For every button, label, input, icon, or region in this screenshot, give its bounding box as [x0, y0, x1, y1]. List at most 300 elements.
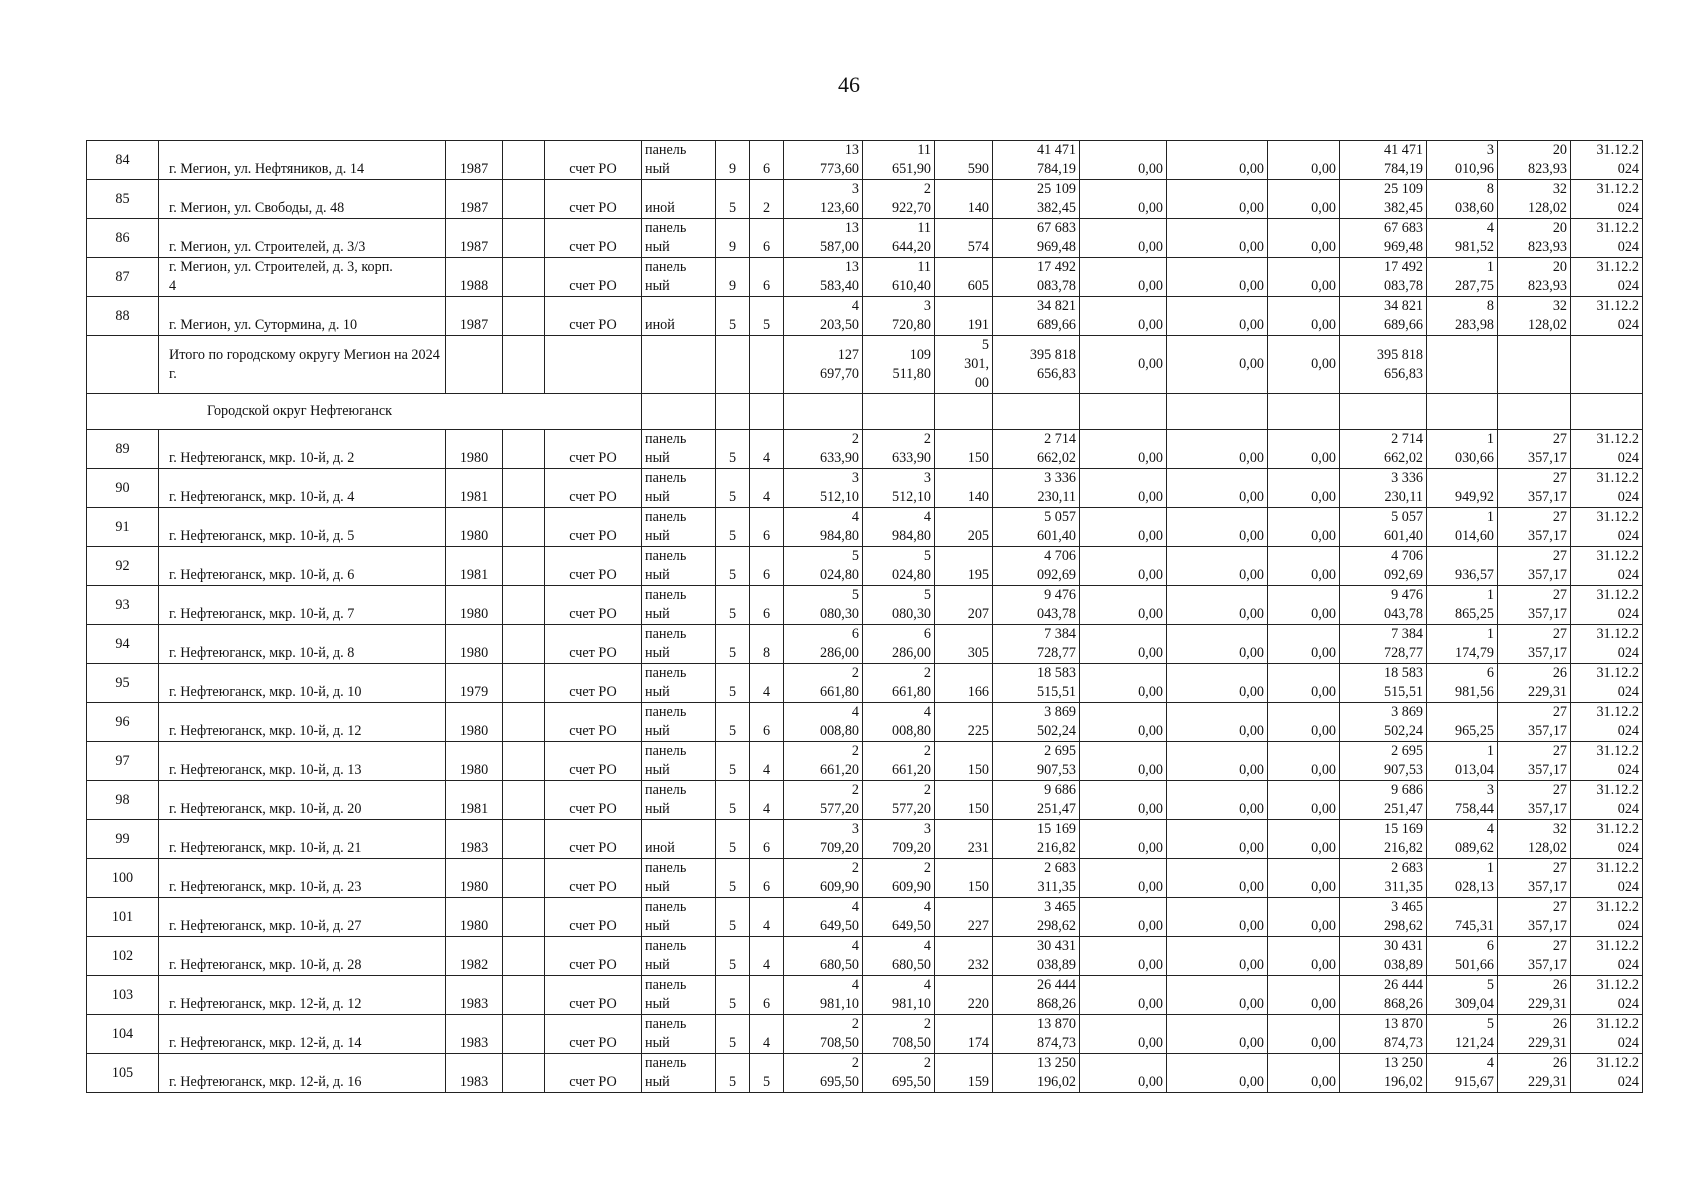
row-number-cell: 91: [87, 508, 159, 547]
living-area-cell: 4 984,80: [863, 508, 935, 547]
row-number-cell: 94: [87, 625, 159, 664]
limit-cost-cell: 27 357,17: [1498, 586, 1571, 625]
empty-cell: [503, 219, 545, 258]
floors-cell: 5: [716, 781, 750, 820]
fund-source-3-cell: 0,00: [1268, 1015, 1340, 1054]
total-cost-cell: 5 057 601,40: [993, 508, 1080, 547]
limit-cost-cell: 27 357,17: [1498, 508, 1571, 547]
total-area-cell: 13 583,40: [784, 258, 863, 297]
limit-cost-cell: 26 229,31: [1498, 664, 1571, 703]
total-area-cell: 2 661,20: [784, 742, 863, 781]
fund-source-2-cell: 0,00: [1167, 625, 1268, 664]
year-cell: 1980: [446, 508, 503, 547]
residents-cell: 227: [935, 898, 993, 937]
wall-material-cell: иной: [642, 820, 716, 859]
fund-source-1-cell: 0,00: [1080, 664, 1167, 703]
row-number-cell: 92: [87, 547, 159, 586]
empty-cell: [503, 1015, 545, 1054]
wall-material-cell: панель ный: [642, 859, 716, 898]
empty-cell: [750, 394, 784, 430]
total-area-cell: 127 697,70: [784, 336, 863, 394]
address-cell: Итого по городскому округу Мегион на 2024 г.: [159, 336, 446, 394]
residents-cell: 232: [935, 937, 993, 976]
wall-material-cell: панель ный: [642, 1015, 716, 1054]
planned-date-cell: 31.12.2 024: [1571, 586, 1643, 625]
year-cell: 1987: [446, 180, 503, 219]
entrances-cell: 8: [750, 625, 784, 664]
owners-funds-cell: 13 250 196,02: [1340, 1054, 1427, 1093]
floors-cell: 5: [716, 297, 750, 336]
year-cell: 1981: [446, 547, 503, 586]
fund-source-3-cell: 0,00: [1268, 430, 1340, 469]
unit-cost-cell: [1427, 336, 1498, 394]
table-row: [87, 180, 1643, 219]
fund-source-3-cell: 0,00: [1268, 180, 1340, 219]
owners-funds-cell: 9 476 043,78: [1340, 586, 1427, 625]
fund-method-cell: счет РО: [545, 469, 642, 508]
total-cost-cell: 26 444 868,26: [993, 976, 1080, 1015]
fund-source-1-cell: 0,00: [1080, 859, 1167, 898]
planned-date-cell: 31.12.2 024: [1571, 1015, 1643, 1054]
year-cell: 1980: [446, 586, 503, 625]
fund-method-cell: счет РО: [545, 141, 642, 180]
empty-cell: [1080, 394, 1167, 430]
total-cost-cell: 25 109 382,45: [993, 180, 1080, 219]
unit-cost-cell: 1 865,25: [1427, 586, 1498, 625]
address-cell: г. Нефтеюганск, мкр. 10-й, д. 12: [159, 703, 446, 742]
fund-source-2-cell: 0,00: [1167, 180, 1268, 219]
empty-cell: [863, 394, 935, 430]
unit-cost-cell: 745,31: [1427, 898, 1498, 937]
living-area-cell: 4 649,50: [863, 898, 935, 937]
table-row: [87, 937, 1643, 976]
empty-cell: [1498, 394, 1571, 430]
year-cell: 1981: [446, 781, 503, 820]
year-cell: 1987: [446, 141, 503, 180]
unit-cost-cell: 1 030,66: [1427, 430, 1498, 469]
living-area-cell: 2 577,20: [863, 781, 935, 820]
residents-cell: 605: [935, 258, 993, 297]
row-number-cell: 96: [87, 703, 159, 742]
address-cell: г. Мегион, ул. Строителей, д. 3, корп. 4: [159, 258, 446, 297]
living-area-cell: 4 008,80: [863, 703, 935, 742]
fund-method-cell: счет РО: [545, 586, 642, 625]
empty-cell: [503, 297, 545, 336]
unit-cost-cell: 6 501,66: [1427, 937, 1498, 976]
row-number-cell: 103: [87, 976, 159, 1015]
total-cost-cell: 13 870 874,73: [993, 1015, 1080, 1054]
entrances-cell: 4: [750, 664, 784, 703]
row-number-cell: 84: [87, 141, 159, 180]
owners-funds-cell: 9 686 251,47: [1340, 781, 1427, 820]
residents-cell: 590: [935, 141, 993, 180]
entrances-cell: [750, 336, 784, 394]
empty-cell: [503, 742, 545, 781]
limit-cost-cell: 20 823,93: [1498, 141, 1571, 180]
planned-date-cell: 31.12.2 024: [1571, 859, 1643, 898]
planned-date-cell: 31.12.2 024: [1571, 703, 1643, 742]
residents-cell: 231: [935, 820, 993, 859]
unit-cost-cell: 1 028,13: [1427, 859, 1498, 898]
total-cost-cell: 9 686 251,47: [993, 781, 1080, 820]
planned-date-cell: 31.12.2 024: [1571, 430, 1643, 469]
entrances-cell: 6: [750, 508, 784, 547]
limit-cost-cell: 27 357,17: [1498, 781, 1571, 820]
entrances-cell: 4: [750, 469, 784, 508]
floors-cell: 5: [716, 469, 750, 508]
fund-source-2-cell: 0,00: [1167, 781, 1268, 820]
fund-source-1-cell: 0,00: [1080, 141, 1167, 180]
limit-cost-cell: 27 357,17: [1498, 430, 1571, 469]
limit-cost-cell: 32 128,02: [1498, 297, 1571, 336]
fund-method-cell: счет РО: [545, 742, 642, 781]
total-area-cell: 4 680,50: [784, 937, 863, 976]
table-row: [87, 586, 1643, 625]
fund-source-3-cell: 0,00: [1268, 820, 1340, 859]
entrances-cell: 6: [750, 976, 784, 1015]
residents-cell: 174: [935, 1015, 993, 1054]
planned-date-cell: 31.12.2 024: [1571, 976, 1643, 1015]
empty-cell: [503, 508, 545, 547]
planned-date-cell: 31.12.2 024: [1571, 937, 1643, 976]
address-cell: г. Мегион, ул. Сутормина, д. 10: [159, 297, 446, 336]
entrances-cell: 4: [750, 430, 784, 469]
row-number-cell: 102: [87, 937, 159, 976]
limit-cost-cell: 20 823,93: [1498, 219, 1571, 258]
table-row: [87, 547, 1643, 586]
residents-cell: 166: [935, 664, 993, 703]
year-cell: 1979: [446, 664, 503, 703]
empty-cell: [1340, 394, 1427, 430]
residents-cell: 140: [935, 469, 993, 508]
owners-funds-cell: 3 869 502,24: [1340, 703, 1427, 742]
total-area-cell: 3 123,60: [784, 180, 863, 219]
table-row: [87, 297, 1643, 336]
fund-source-2-cell: 0,00: [1167, 508, 1268, 547]
total-cost-cell: 41 471 784,19: [993, 141, 1080, 180]
wall-material-cell: панель ный: [642, 664, 716, 703]
total-cost-cell: 34 821 689,66: [993, 297, 1080, 336]
planned-date-cell: 31.12.2 024: [1571, 1054, 1643, 1093]
unit-cost-cell: 965,25: [1427, 703, 1498, 742]
living-area-cell: 2 695,50: [863, 1054, 935, 1093]
unit-cost-cell: 5 309,04: [1427, 976, 1498, 1015]
fund-method-cell: счет РО: [545, 898, 642, 937]
residents-cell: 220: [935, 976, 993, 1015]
wall-material-cell: панель ный: [642, 219, 716, 258]
limit-cost-cell: 27 357,17: [1498, 742, 1571, 781]
fund-source-3-cell: 0,00: [1268, 976, 1340, 1015]
entrances-cell: 6: [750, 859, 784, 898]
fund-source-3-cell: 0,00: [1268, 937, 1340, 976]
fund-method-cell: счет РО: [545, 664, 642, 703]
address-cell: г. Нефтеюганск, мкр. 12-й, д. 14: [159, 1015, 446, 1054]
total-area-cell: 4 649,50: [784, 898, 863, 937]
floors-cell: 5: [716, 937, 750, 976]
address-cell: г. Мегион, ул. Свободы, д. 48: [159, 180, 446, 219]
fund-source-1-cell: 0,00: [1080, 937, 1167, 976]
fund-source-2-cell: 0,00: [1167, 1015, 1268, 1054]
limit-cost-cell: 26 229,31: [1498, 1054, 1571, 1093]
entrances-cell: 2: [750, 180, 784, 219]
owners-funds-cell: 41 471 784,19: [1340, 141, 1427, 180]
row-number-cell: [87, 336, 159, 394]
limit-cost-cell: 27 357,17: [1498, 703, 1571, 742]
empty-cell: [503, 820, 545, 859]
fund-source-2-cell: 0,00: [1167, 664, 1268, 703]
living-area-cell: 4 680,50: [863, 937, 935, 976]
total-area-cell: 2 695,50: [784, 1054, 863, 1093]
owners-funds-cell: 13 870 874,73: [1340, 1015, 1427, 1054]
fund-source-1-cell: 0,00: [1080, 781, 1167, 820]
fund-source-3-cell: 0,00: [1268, 664, 1340, 703]
living-area-cell: 11 651,90: [863, 141, 935, 180]
residents-cell: 140: [935, 180, 993, 219]
table-row: [87, 859, 1643, 898]
fund-source-1-cell: 0,00: [1080, 469, 1167, 508]
wall-material-cell: панель ный: [642, 141, 716, 180]
fund-source-2-cell: 0,00: [1167, 586, 1268, 625]
limit-cost-cell: 27 357,17: [1498, 898, 1571, 937]
wall-material-cell: панель ный: [642, 586, 716, 625]
row-number-cell: 100: [87, 859, 159, 898]
empty-cell: [503, 469, 545, 508]
page-number: 46: [838, 72, 860, 97]
floors-cell: [716, 336, 750, 394]
empty-cell: [503, 937, 545, 976]
total-cost-cell: 15 169 216,82: [993, 820, 1080, 859]
empty-cell: [1427, 394, 1498, 430]
fund-source-2-cell: 0,00: [1167, 430, 1268, 469]
table-row: [87, 625, 1643, 664]
owners-funds-cell: 30 431 038,89: [1340, 937, 1427, 976]
subtotal-row: [87, 336, 1643, 394]
living-area-cell: 2 661,80: [863, 664, 935, 703]
fund-method-cell: счет РО: [545, 430, 642, 469]
living-area-cell: 5 024,80: [863, 547, 935, 586]
planned-date-cell: 31.12.2 024: [1571, 219, 1643, 258]
floors-cell: 5: [716, 180, 750, 219]
year-cell: 1980: [446, 703, 503, 742]
planned-date-cell: 31.12.2 024: [1571, 742, 1643, 781]
fund-method-cell: счет РО: [545, 258, 642, 297]
fund-source-2-cell: 0,00: [1167, 469, 1268, 508]
section-title: Городской округ Нефтеюганск: [87, 394, 642, 430]
fund-method-cell: счет РО: [545, 937, 642, 976]
entrances-cell: 6: [750, 258, 784, 297]
year-cell: [446, 336, 503, 394]
fund-source-1-cell: 0,00: [1080, 180, 1167, 219]
residents-cell: 225: [935, 703, 993, 742]
fund-source-1-cell: 0,00: [1080, 1015, 1167, 1054]
fund-source-1-cell: 0,00: [1080, 820, 1167, 859]
floors-cell: 9: [716, 258, 750, 297]
owners-funds-cell: 18 583 515,51: [1340, 664, 1427, 703]
fund-source-1-cell: 0,00: [1080, 547, 1167, 586]
total-cost-cell: 395 818 656,83: [993, 336, 1080, 394]
row-number-cell: 87: [87, 258, 159, 297]
limit-cost-cell: 27 357,17: [1498, 625, 1571, 664]
limit-cost-cell: 27 357,17: [1498, 859, 1571, 898]
total-area-cell: 2 661,80: [784, 664, 863, 703]
fund-source-2-cell: 0,00: [1167, 820, 1268, 859]
owners-funds-cell: 395 818 656,83: [1340, 336, 1427, 394]
living-area-cell: 11 644,20: [863, 219, 935, 258]
planned-date-cell: 31.12.2 024: [1571, 781, 1643, 820]
planned-date-cell: 31.12.2 024: [1571, 469, 1643, 508]
entrances-cell: 4: [750, 742, 784, 781]
wall-material-cell: панель ный: [642, 430, 716, 469]
fund-method-cell: счет РО: [545, 625, 642, 664]
planned-date-cell: 31.12.2 024: [1571, 297, 1643, 336]
unit-cost-cell: 4 915,67: [1427, 1054, 1498, 1093]
unit-cost-cell: 8 038,60: [1427, 180, 1498, 219]
living-area-cell: 2 661,20: [863, 742, 935, 781]
living-area-cell: 2 633,90: [863, 430, 935, 469]
total-area-cell: 2 633,90: [784, 430, 863, 469]
entrances-cell: 6: [750, 820, 784, 859]
residents-cell: 207: [935, 586, 993, 625]
address-cell: г. Нефтеюганск, мкр. 10-й, д. 5: [159, 508, 446, 547]
table-row: [87, 508, 1643, 547]
address-cell: г. Нефтеюганск, мкр. 10-й, д. 27: [159, 898, 446, 937]
fund-source-3-cell: 0,00: [1268, 508, 1340, 547]
living-area-cell: 11 610,40: [863, 258, 935, 297]
fund-source-2-cell: 0,00: [1167, 859, 1268, 898]
wall-material-cell: панель ный: [642, 258, 716, 297]
address-cell: г. Нефтеюганск, мкр. 10-й, д. 20: [159, 781, 446, 820]
living-area-cell: 3 512,10: [863, 469, 935, 508]
living-area-cell: 6 286,00: [863, 625, 935, 664]
empty-cell: [1167, 394, 1268, 430]
empty-cell: [503, 1054, 545, 1093]
total-area-cell: 2 609,90: [784, 859, 863, 898]
fund-source-3-cell: 0,00: [1268, 625, 1340, 664]
owners-funds-cell: 15 169 216,82: [1340, 820, 1427, 859]
table-row: [87, 1015, 1643, 1054]
total-cost-cell: 17 492 083,78: [993, 258, 1080, 297]
total-cost-cell: 4 706 092,69: [993, 547, 1080, 586]
entrances-cell: 6: [750, 703, 784, 742]
empty-cell: [503, 976, 545, 1015]
empty-cell: [1268, 394, 1340, 430]
planned-date-cell: 31.12.2 024: [1571, 258, 1643, 297]
owners-funds-cell: 25 109 382,45: [1340, 180, 1427, 219]
entrances-cell: 4: [750, 937, 784, 976]
wall-material-cell: иной: [642, 180, 716, 219]
floors-cell: 5: [716, 586, 750, 625]
wall-material-cell: панель ный: [642, 742, 716, 781]
unit-cost-cell: 8 283,98: [1427, 297, 1498, 336]
empty-cell: [642, 394, 716, 430]
address-cell: г. Нефтеюганск, мкр. 10-й, д. 10: [159, 664, 446, 703]
owners-funds-cell: 26 444 868,26: [1340, 976, 1427, 1015]
fund-source-1-cell: 0,00: [1080, 703, 1167, 742]
total-cost-cell: 7 384 728,77: [993, 625, 1080, 664]
unit-cost-cell: 5 121,24: [1427, 1015, 1498, 1054]
owners-funds-cell: 5 057 601,40: [1340, 508, 1427, 547]
owners-funds-cell: 3 465 298,62: [1340, 898, 1427, 937]
total-cost-cell: 67 683 969,48: [993, 219, 1080, 258]
wall-material-cell: панель ный: [642, 1054, 716, 1093]
row-number-cell: 101: [87, 898, 159, 937]
fund-method-cell: счет РО: [545, 781, 642, 820]
fund-source-1-cell: 0,00: [1080, 586, 1167, 625]
total-cost-cell: 13 250 196,02: [993, 1054, 1080, 1093]
residents-cell: 150: [935, 781, 993, 820]
fund-source-2-cell: 0,00: [1167, 1054, 1268, 1093]
table-row: [87, 703, 1643, 742]
fund-method-cell: счет РО: [545, 1015, 642, 1054]
residents-cell: 150: [935, 859, 993, 898]
planned-date-cell: 31.12.2 024: [1571, 141, 1643, 180]
owners-funds-cell: 67 683 969,48: [1340, 219, 1427, 258]
unit-cost-cell: 1 014,60: [1427, 508, 1498, 547]
residents-cell: 150: [935, 742, 993, 781]
table-row: [87, 1054, 1643, 1093]
fund-source-3-cell: 0,00: [1268, 898, 1340, 937]
residents-cell: 305: [935, 625, 993, 664]
entrances-cell: 4: [750, 1015, 784, 1054]
empty-cell: [503, 859, 545, 898]
residents-cell: 574: [935, 219, 993, 258]
empty-cell: [503, 625, 545, 664]
total-area-cell: 4 008,80: [784, 703, 863, 742]
year-cell: 1980: [446, 625, 503, 664]
fund-source-2-cell: 0,00: [1167, 336, 1268, 394]
limit-cost-cell: [1498, 336, 1571, 394]
fund-source-3-cell: 0,00: [1268, 859, 1340, 898]
fund-source-3-cell: 0,00: [1268, 141, 1340, 180]
table-row: [87, 469, 1643, 508]
living-area-cell: 3 720,80: [863, 297, 935, 336]
limit-cost-cell: 20 823,93: [1498, 258, 1571, 297]
fund-source-1-cell: 0,00: [1080, 508, 1167, 547]
floors-cell: 5: [716, 898, 750, 937]
unit-cost-cell: 949,92: [1427, 469, 1498, 508]
fund-method-cell: счет РО: [545, 508, 642, 547]
table-row: [87, 976, 1643, 1015]
total-area-cell: 5 024,80: [784, 547, 863, 586]
planned-date-cell: [1571, 336, 1643, 394]
address-cell: г. Нефтеюганск, мкр. 10-й, д. 28: [159, 937, 446, 976]
fund-source-2-cell: 0,00: [1167, 297, 1268, 336]
wall-material-cell: панель ный: [642, 937, 716, 976]
section-header-row: [87, 394, 1643, 430]
total-area-cell: 4 203,50: [784, 297, 863, 336]
floors-cell: 5: [716, 703, 750, 742]
year-cell: 1983: [446, 820, 503, 859]
residents-cell: 205: [935, 508, 993, 547]
total-cost-cell: 3 869 502,24: [993, 703, 1080, 742]
fund-source-2-cell: 0,00: [1167, 937, 1268, 976]
floors-cell: 9: [716, 219, 750, 258]
year-cell: 1987: [446, 219, 503, 258]
unit-cost-cell: 1 174,79: [1427, 625, 1498, 664]
address-cell: г. Нефтеюганск, мкр. 10-й, д. 21: [159, 820, 446, 859]
fund-source-1-cell: 0,00: [1080, 1054, 1167, 1093]
unit-cost-cell: 4 089,62: [1427, 820, 1498, 859]
fund-method-cell: счет РО: [545, 180, 642, 219]
living-area-cell: 4 981,10: [863, 976, 935, 1015]
entrances-cell: 4: [750, 898, 784, 937]
empty-cell: [784, 394, 863, 430]
empty-cell: [503, 336, 545, 394]
floors-cell: 5: [716, 508, 750, 547]
limit-cost-cell: 32 128,02: [1498, 820, 1571, 859]
owners-funds-cell: 17 492 083,78: [1340, 258, 1427, 297]
total-area-cell: 3 512,10: [784, 469, 863, 508]
